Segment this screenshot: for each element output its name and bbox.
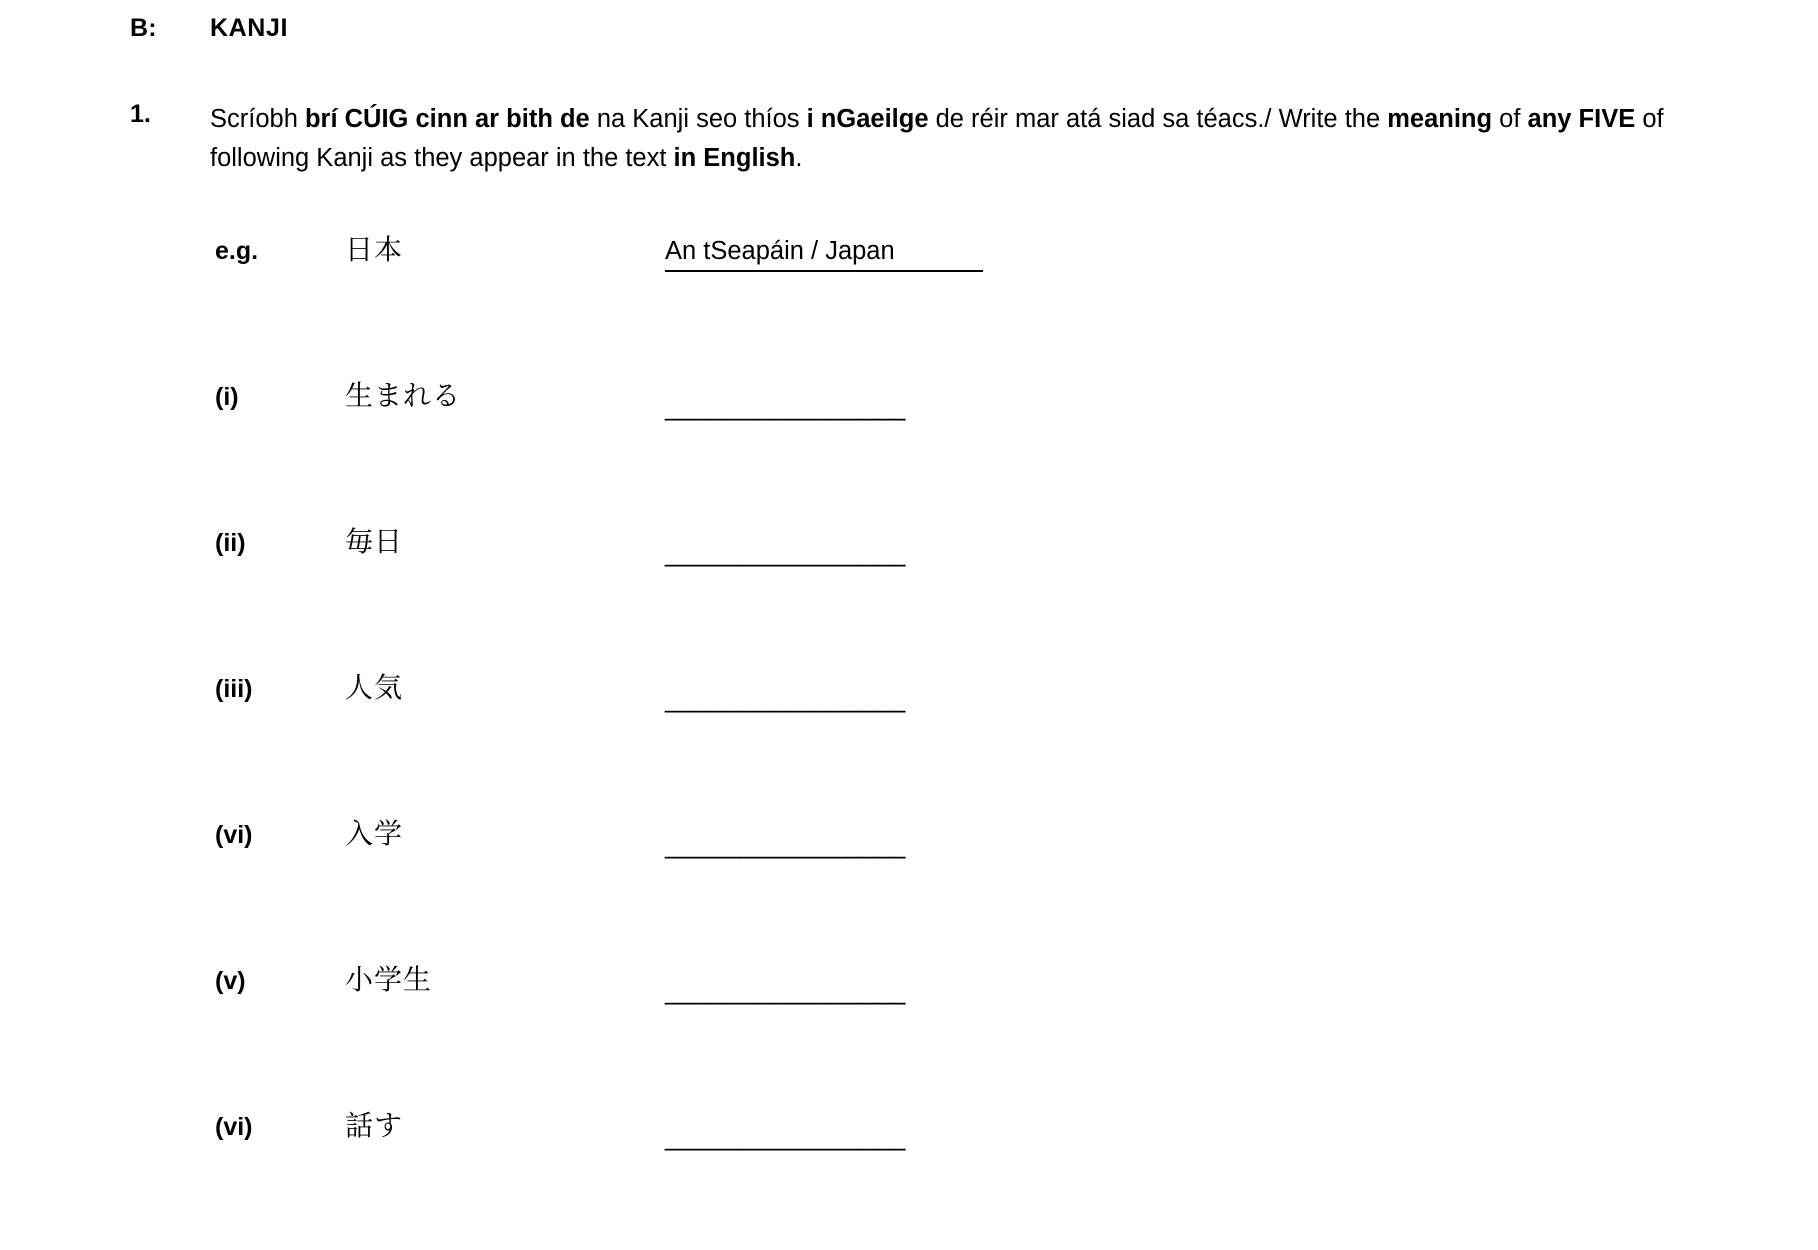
kanji-row-label: e.g. xyxy=(215,237,259,265)
kanji-characters: 話す xyxy=(345,1110,404,1141)
section-letter: B: xyxy=(130,14,157,42)
kanji-row-label: (iii) xyxy=(215,675,253,703)
answer-blank-line[interactable]: ________________ xyxy=(665,683,906,713)
section-header xyxy=(130,14,288,43)
kanji-row xyxy=(215,374,1615,520)
kanji-characters: 生まれる xyxy=(345,380,462,411)
kanji-row-label: (vi) xyxy=(215,821,253,849)
question-text-run: i nGaeilge xyxy=(806,105,929,133)
question-text-run: of following Kanji as they appear in the text xyxy=(210,105,1664,172)
kanji-characters: 日本 xyxy=(345,234,404,265)
question-text xyxy=(210,100,1750,178)
section-title: KANJI xyxy=(210,14,289,42)
answer-blank-line[interactable]: ________________ xyxy=(665,391,906,421)
question-text-run: . xyxy=(795,143,803,172)
question-text-run: meaning xyxy=(1387,105,1493,133)
kanji-row-label: (i) xyxy=(215,383,239,411)
kanji-row xyxy=(215,666,1615,812)
kanji-characters: 小学生 xyxy=(345,964,433,995)
answer-blank-line[interactable]: ________________ xyxy=(665,1121,906,1151)
kanji-row xyxy=(215,1104,1615,1250)
answer-blank-line[interactable]: ________________ xyxy=(665,537,906,567)
question-block xyxy=(130,100,1750,178)
kanji-row-label: (vi) xyxy=(215,1113,253,1141)
question-text-run: de réir mar atá siad sa téacs./ Write the xyxy=(928,105,1388,133)
kanji-row xyxy=(215,520,1615,666)
question-text-run: in English xyxy=(673,143,796,172)
answer-example: An tSeapáin / Japan xyxy=(665,237,983,272)
question-number: 1. xyxy=(130,100,151,128)
question-text-run: na Kanji seo thíos xyxy=(589,105,807,133)
kanji-row xyxy=(215,958,1615,1104)
kanji-list xyxy=(215,228,1615,1250)
question-text-run: Scríobh xyxy=(210,105,305,133)
answer-blank-line[interactable]: ________________ xyxy=(665,975,906,1005)
question-text-run: of xyxy=(1492,105,1528,133)
question-text-run: brí CÚIG cinn ar bith de xyxy=(304,105,590,133)
kanji-row xyxy=(215,812,1615,958)
kanji-characters: 人気 xyxy=(345,672,404,703)
kanji-characters: 毎日 xyxy=(345,526,404,557)
kanji-row-label: (v) xyxy=(215,967,246,995)
question-text-run: any FIVE xyxy=(1527,105,1636,133)
kanji-row-label: (ii) xyxy=(215,529,246,557)
answer-blank-line[interactable]: ________________ xyxy=(665,829,906,859)
kanji-row xyxy=(215,228,1615,374)
kanji-characters: 入学 xyxy=(345,818,404,849)
